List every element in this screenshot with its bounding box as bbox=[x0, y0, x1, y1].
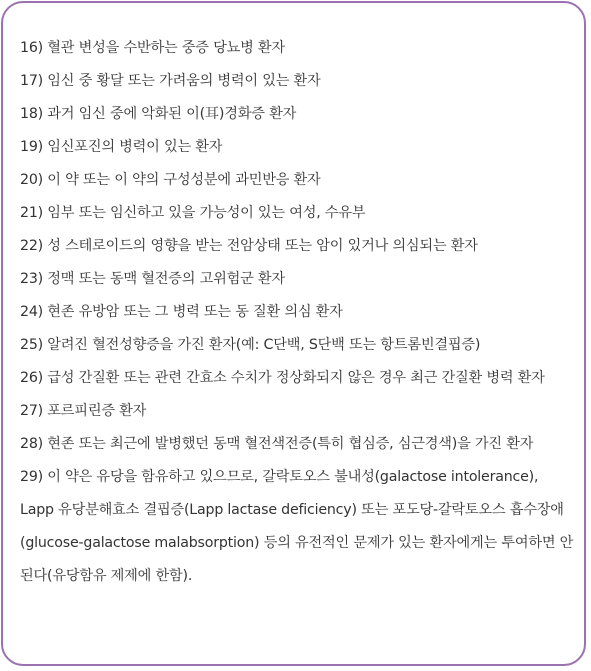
contraindication-list bbox=[20, 32, 576, 593]
list-item-28: 28) 현존 또는 최근에 발병했던 동맥 혈전색전증(특히 협심증, 심근경색)을 가진 환자 bbox=[20, 436, 534, 452]
list-item-27: 27) 포르피린증 환자 bbox=[20, 403, 147, 419]
list-item-20: 20) 이 약 또는 이 약의 구성성분에 과민반응 환자 bbox=[20, 172, 321, 188]
list-item-25: 25) 알려진 혈전성향증을 가진 환자(예: C단백, S단백 또는 항트롬빈결핍증) bbox=[20, 337, 481, 353]
list-item-17: 17) 임신 중 황달 또는 가려움의 병력이 있는 환자 bbox=[20, 73, 321, 89]
list-item-29: 29) 이 약은 유당을 함유하고 있으므로, 갈락토오스 불내성(galactose intolerance), Lapp 유당분해효소 결핍증(Lapp lactase deficiency) 또는 포도당-갈락토오스 흡수장애(glucose-galactose malabsorption) 등의 유전적인 문제가 있는 환자에게는 투여하면 안 된다(유당함유 제제에 한함). bbox=[20, 469, 574, 584]
list-item-16: 16) 혈관 변성을 수반하는 중증 당뇨병 환자 bbox=[20, 40, 285, 56]
list-item-26: 26) 급성 간질환 또는 관련 간효소 수치가 정상화되지 않은 경우 최근 간질환 병력 환자 bbox=[20, 370, 545, 386]
list-item-21: 21) 임부 또는 임신하고 있을 가능성이 있는 여성, 수유부 bbox=[20, 205, 366, 221]
list-item-18: 18) 과거 임신 중에 악화된 이(耳)경화증 환자 bbox=[20, 106, 297, 122]
list-item-23: 23) 정맥 또는 동맥 혈전증의 고위험군 환자 bbox=[20, 271, 285, 287]
list-item-19: 19) 임신포진의 병력이 있는 환자 bbox=[20, 139, 223, 155]
list-item-22: 22) 성 스테로이드의 영향을 받는 전암상태 또는 암이 있거나 의심되는 환자 bbox=[20, 238, 478, 254]
list-item-24: 24) 현존 유방암 또는 그 병력 또는 동 질환 의심 환자 bbox=[20, 304, 343, 320]
